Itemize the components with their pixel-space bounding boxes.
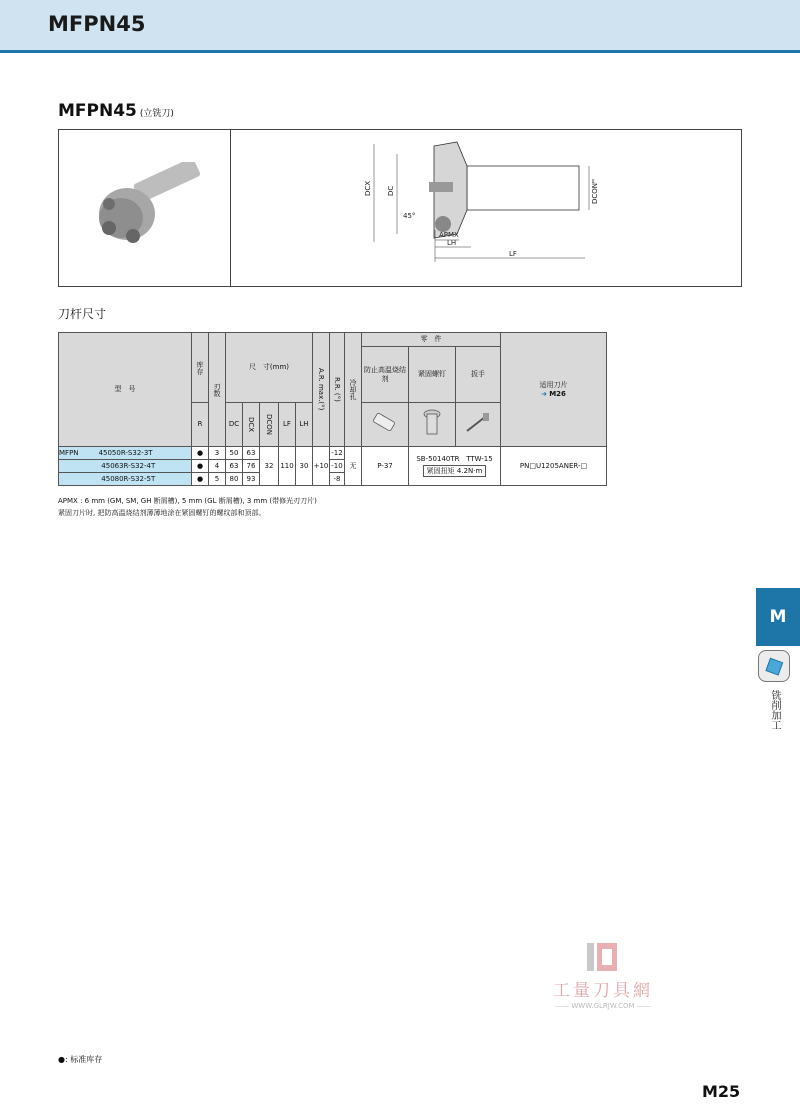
side-tab-label: 铣削加工 (769, 690, 780, 730)
label-dcon: DCONᴹ (591, 179, 599, 204)
label-lh: LH (447, 239, 457, 247)
label-lf: LF (509, 250, 517, 258)
figure-divider (230, 130, 231, 286)
teeth-cell: 5 (209, 473, 226, 486)
page-header-title: MFPN45 (48, 12, 146, 36)
header-stock: 库存 (192, 333, 209, 403)
table-row (59, 447, 607, 460)
dcx-cell: 63 (243, 447, 260, 460)
header-lf: LF (279, 403, 296, 447)
stock-legend: ●: 标准库存 (58, 1055, 103, 1064)
header-model: 型 号 (59, 333, 192, 447)
tool-figure-box (58, 129, 742, 287)
watermark-url: —— WWW.GLRJW.COM —— (555, 1002, 651, 1010)
section-title-text: MFPN45 (58, 101, 137, 121)
dc-cell: 50 (226, 447, 243, 460)
header-dcx: DCX (243, 403, 260, 447)
label-angle: 45° (403, 212, 416, 220)
dcon-cell: 32 (260, 447, 279, 486)
note-apmx: APMX : 6 mm (GM, SM, GH 断屑槽), 5 mm (GL 断屑槽), 3 mm (带修光刃刀片) (58, 497, 317, 505)
stock-cell: ● (192, 447, 209, 460)
model-cell: 45063R-S32-4T (59, 460, 192, 473)
torque-box: 紧固扭矩 4.2N·m (423, 465, 487, 477)
header-rule (0, 50, 800, 53)
antiseize-tube-icon (362, 403, 409, 447)
antiseize-cell: P-37 (362, 447, 409, 486)
header-parts: 零 件 (362, 333, 501, 347)
lf-cell: 110 (279, 447, 296, 486)
lh-cell: 30 (296, 447, 313, 486)
coolant-cell: 无 (345, 447, 362, 486)
ar-cell: +10 (313, 447, 330, 486)
teeth-cell: 3 (209, 447, 226, 460)
model-cell: 45080R-S32-5T (59, 473, 192, 486)
header-antiseize: 防止高温烧结剂 (362, 347, 409, 403)
rr-cell: -10 (330, 460, 345, 473)
header-rr: R.R. (°) (330, 333, 345, 447)
label-apmx: APMX (439, 231, 459, 239)
tool-photo (79, 162, 209, 252)
dc-cell: 63 (226, 460, 243, 473)
dc-cell: 80 (226, 473, 243, 486)
wrench-code: TTW-15 (466, 454, 493, 463)
milling-insert-icon (758, 650, 790, 682)
header-coolant: 冷却孔 (345, 333, 362, 447)
rr-cell: -8 (330, 473, 345, 486)
header-insert (501, 333, 607, 447)
watermark-text: 工量刀具網 (553, 981, 653, 1001)
screw-code: SB-50140TR (416, 454, 460, 463)
teeth-cell: 4 (209, 460, 226, 473)
header-screw: 紧固螺钉 (409, 347, 456, 403)
header-wrench: 扳手 (456, 347, 501, 403)
stock-cell: ● (192, 460, 209, 473)
dcx-cell: 76 (243, 460, 260, 473)
section-subtitle: (立铣刀) (139, 109, 174, 119)
dimensions-title: 刀杆尺寸 (58, 307, 107, 321)
side-tab-m[interactable]: M (756, 588, 800, 646)
arrow-right-icon: ➜ (541, 389, 547, 398)
watermark-logo-icon (583, 940, 623, 974)
header-size: 尺 寸(mm) (226, 333, 313, 403)
header-dc: DC (226, 403, 243, 447)
wrench-icon (456, 403, 501, 447)
insert-cell: PN□U1205ANER-□ (501, 447, 607, 486)
model-cell: MFPN 45050R-S32-3T (59, 447, 192, 460)
header-dcon: DCON (260, 403, 279, 447)
header-insert-label: 适用刀片 (539, 381, 568, 390)
note-antiseize: 紧固刀片时, 把防高温烧结剂薄薄地涂在紧固螺钉的螺纹部和顶部。 (58, 509, 266, 517)
page-number: M25 (702, 1082, 741, 1101)
header-ar: A.R. max.(°) (313, 333, 330, 447)
label-dcx: DCX (364, 180, 372, 196)
rr-cell: -12 (330, 447, 345, 460)
dimension-drawing (359, 134, 619, 284)
screw-icon (409, 403, 456, 447)
header-teeth: 刃数 (209, 333, 226, 447)
screw-wrench-cell (409, 447, 501, 486)
header-lh: LH (296, 403, 313, 447)
dcx-cell: 93 (243, 473, 260, 486)
section-title (58, 101, 174, 121)
watermark (533, 940, 673, 1015)
label-dc: DC (387, 185, 395, 196)
stock-cell: ● (192, 473, 209, 486)
header-r: R (192, 403, 209, 447)
insert-page-link[interactable]: ➜ M26 (541, 389, 566, 398)
spec-table (58, 332, 607, 486)
